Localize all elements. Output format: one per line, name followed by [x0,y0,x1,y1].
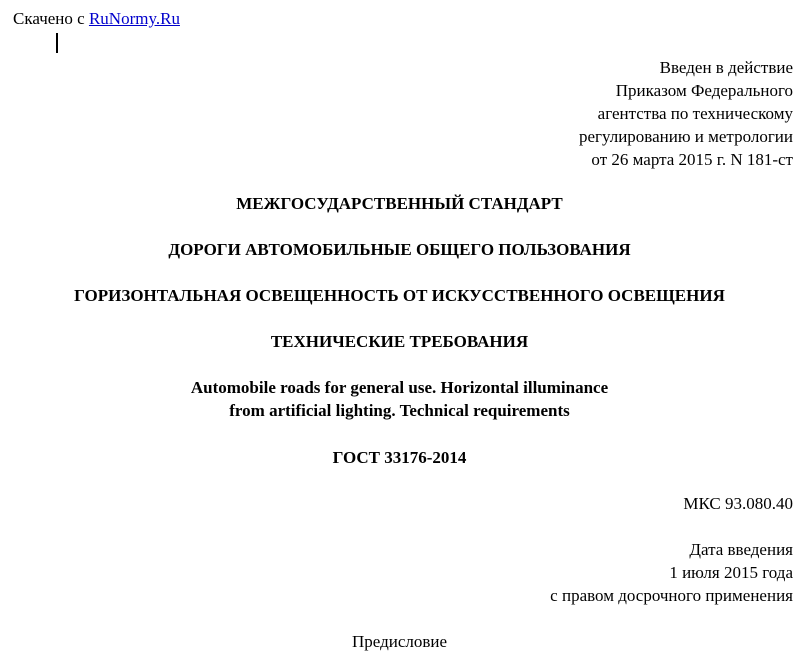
document-title-line-2: ГОРИЗОНТАЛЬНАЯ ОСВЕЩЕННОСТЬ ОТ ИСКУССТВЕННОГО ОСВЕЩЕНИЯ [74,286,725,305]
runormy-link[interactable]: RuNormy.Ru [88,9,180,28]
enactment-block [579,56,793,171]
introduction-date-block [550,538,793,607]
enactment-line: Введен в действие [659,58,793,77]
document-title-line-1: ДОРОГИ АВТОМОБИЛЬНЫЕ ОБЩЕГО ПОЛЬЗОВАНИЯ [168,240,631,259]
document-title-line-3: ТЕХНИЧЕСКИЕ ТРЕБОВАНИЯ [270,332,529,351]
enactment-line: агентства по техническому [597,104,793,123]
gost-number: ГОСТ 33176-2014 [332,448,467,467]
mks-code: МКС 93.080.40 [683,494,793,513]
enactment-line: от 26 марта 2015 г. N 181-ст [591,150,793,169]
source-line [13,8,180,30]
enactment-line: Приказом Федерального [615,81,793,100]
introduction-date-line: Дата введения [689,540,793,559]
introduction-date-line: 1 июля 2015 года [669,563,793,582]
english-title-line-1: Automobile roads for general use. Horizontal illuminance [190,378,609,397]
source-prefix: Скачено с [13,9,89,28]
interstate-standard-heading: МЕЖГОСУДАРСТВЕННЫЙ СТАНДАРТ [236,194,563,213]
mks-code-block [683,492,793,515]
introduction-date-line: с правом досрочного применения [550,586,793,605]
english-title-line-2: from artificial lighting. Technical requirements [229,401,570,420]
preface-heading: Предисловие [351,632,448,651]
text-cursor [56,33,58,53]
enactment-line: регулированию и метрологии [578,127,793,146]
